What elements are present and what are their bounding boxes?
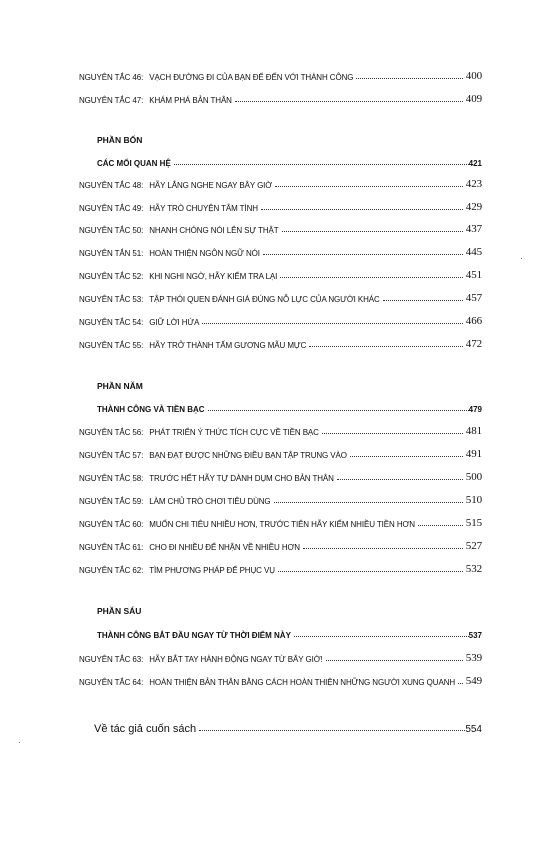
entry-page: 437 [465, 223, 482, 235]
entry-page: 466 [465, 315, 482, 327]
toc-entry[interactable] [79, 221, 482, 235]
entry-title: MUỐN CHI TIÊU NHIỀU HƠN, TRƯỚC TIÊN HÃY KIẾM NHIỀU TIỀN HƠN [149, 520, 415, 529]
entry-title: TÌM PHƯƠNG PHÁP ĐỂ PHỤC VỤ [149, 566, 275, 575]
entry-label: NGUYÊN TẮC 64: [79, 678, 144, 687]
toc-entry[interactable] [79, 492, 482, 506]
dot-leader [282, 230, 463, 232]
toc-entry[interactable] [79, 313, 482, 327]
entry-title: TẬP THÓI QUEN ĐÁNH GIÁ ĐÚNG NỖ LỰC CỦA NGƯỜI KHÁC [149, 295, 380, 304]
toc-entry[interactable] [79, 68, 482, 82]
about-author-entry[interactable] [94, 719, 482, 735]
dot-leader [458, 682, 463, 684]
toc-entry[interactable] [79, 423, 482, 437]
entry-page: 457 [465, 292, 482, 304]
about-author-page: 554 [465, 724, 482, 735]
toc-entry[interactable] [79, 561, 482, 575]
dot-leader [337, 478, 463, 480]
entry-title: HÃY BẮT TAY HÀNH ĐỘNG NGAY TỪ BÂY GIỜ! [149, 655, 323, 664]
part-heading-page: 479 [468, 405, 482, 414]
dot-leader [278, 570, 463, 572]
toc-entry[interactable] [79, 290, 482, 304]
entry-title: PHÁT TRIỂN Ý THỨC TÍCH CỰC VỀ TIỀN BẠC [149, 428, 319, 437]
toc-entry[interactable] [79, 91, 482, 105]
entry-title: BẠN ĐẠT ĐƯỢC NHỮNG ĐIỀU BẠN TẬP TRUNG VÀO [149, 451, 347, 460]
about-author-title: Về tác giả cuốn sách [94, 723, 197, 735]
entry-page: 491 [465, 448, 482, 460]
entry-label: NGUYÊN TẮC 55: [79, 341, 144, 350]
entry-label: NGUYÊN TẮC 63: [79, 655, 144, 664]
entry-title: KHI NGHI NGỜ, HÃY KIỂM TRA LẠI [149, 272, 278, 281]
entry-page: 400 [465, 70, 482, 82]
entry-page: 451 [465, 269, 482, 281]
dot-leader [280, 276, 463, 278]
entry-label: NGUYÊN TẮC 50: [79, 226, 144, 235]
scan-speck [19, 742, 20, 743]
entry-title: CHO ĐI NHIỀU ĐỂ NHẬN VỀ NHIỀU HƠN [149, 543, 300, 552]
toc-entry[interactable] [79, 244, 482, 258]
entry-label: NGUYÊN TẮC 53: [79, 295, 144, 304]
entry-title: NHANH CHÓNG NÓI LÊN SỰ THẬT [149, 226, 279, 235]
entry-page: 539 [465, 652, 482, 664]
dot-leader [350, 455, 463, 457]
part-label: PHẦN NĂM [97, 381, 143, 391]
entry-title: KHÁM PHÁ BẢN THÂN [149, 96, 232, 105]
entry-title: HOÀN THIỆN NGÔN NGỮ NÓI [149, 249, 260, 258]
entry-title: HÃY TRỞ THÀNH TẤM GƯƠNG MẪU MỰC [149, 341, 307, 350]
entry-page: 500 [465, 471, 482, 483]
entry-label: NGUYÊN TẮC 56: [79, 428, 144, 437]
dot-leader [202, 322, 462, 324]
dot-leader [263, 253, 463, 255]
dot-leader [275, 185, 463, 187]
entry-label: NGUYÊN TẮC 58: [79, 474, 144, 483]
entry-title: HÃY LẮNG NGHE NGAY BÂY GIỜ [149, 181, 273, 190]
toc-entry[interactable] [79, 673, 482, 687]
toc-entry[interactable] [79, 446, 482, 460]
dot-leader [309, 345, 463, 347]
entry-label: NGUYÊN TẮC 61: [79, 543, 144, 552]
entry-label: NGUYÊN TẮC 54: [79, 318, 144, 327]
entry-title: LÀM CHỦ TRÒ CHƠI TIÊU DÙNG [149, 497, 271, 506]
toc-entry[interactable] [79, 469, 482, 483]
dot-leader [235, 100, 463, 102]
toc-entry[interactable] [79, 336, 482, 350]
entry-label: NGUYÊN TẮC 52: [79, 272, 144, 281]
part-heading-title: CÁC MỐI QUAN HỆ [97, 159, 171, 168]
entry-page: 445 [465, 246, 482, 258]
entry-label: NGUYÊN TẮC 57: [79, 451, 144, 460]
entry-label: NGUYÊN TẮC 46: [79, 73, 144, 82]
entry-label: NGUYÊN TẮC 48: [79, 181, 144, 190]
dot-leader [274, 501, 463, 503]
entry-page: 481 [465, 425, 482, 437]
part-heading[interactable] [97, 154, 482, 168]
scan-speck [521, 258, 522, 259]
dot-leader [356, 77, 462, 79]
part-heading-page: 421 [468, 159, 482, 168]
entry-page: 472 [465, 338, 482, 350]
toc-entry[interactable] [79, 515, 482, 529]
entry-title: TRƯỚC HẾT HÃY TỰ DÀNH DỤM CHO BẢN THÂN [149, 474, 334, 483]
entry-label: NGUYÊN TẮC 47: [79, 96, 144, 105]
part-label: PHẦN BỐN [97, 135, 143, 145]
entry-page: 549 [465, 675, 482, 687]
dot-leader [303, 547, 463, 549]
dot-leader [261, 208, 463, 210]
dot-leader [294, 635, 469, 637]
part-label: PHẦN SÁU [97, 606, 142, 616]
entry-label: NGUYÊN TẮC 60: [79, 520, 144, 529]
dot-leader [174, 163, 469, 165]
entry-page: 527 [465, 540, 482, 552]
dot-leader [322, 432, 463, 434]
entry-page: 429 [465, 201, 482, 213]
entry-label: NGUYÊN TẮC 62: [79, 566, 144, 575]
toc-entry[interactable] [79, 267, 482, 281]
dot-leader [208, 409, 469, 411]
entry-title: HOÀN THIỆN BẢN THÂN BẰNG CÁCH HOÀN THIỆN NHỮNG NGƯỜI XUNG QUANH [149, 678, 456, 687]
entry-label: NGUYÊN TẮN 51: [79, 249, 144, 258]
toc-entry[interactable] [79, 650, 482, 664]
part-heading[interactable] [97, 626, 482, 640]
dot-leader [199, 729, 465, 731]
dot-leader [326, 659, 463, 661]
part-heading-title: THÀNH CÔNG BẮT ĐẦU NGAY TỪ THỜI ĐIỂM NÀY [97, 631, 291, 640]
entry-page: 423 [465, 178, 482, 190]
dot-leader [383, 299, 463, 301]
entry-label: NGUYÊN TẮC 59: [79, 497, 144, 506]
entry-page: 510 [465, 494, 482, 506]
entry-page: 515 [465, 517, 482, 529]
part-heading[interactable] [97, 400, 482, 414]
entry-title: GIỮ LỜI HỨA [149, 318, 200, 327]
toc-entry[interactable] [79, 538, 482, 552]
part-heading-page: 537 [468, 631, 482, 640]
entry-title: HÃY TRÒ CHUYỆN TÂM TÌNH [149, 204, 258, 213]
part-heading-title: THÀNH CÔNG VÀ TIỀN BẠC [97, 405, 205, 414]
entry-page: 532 [465, 563, 482, 575]
toc-entry[interactable] [79, 199, 482, 213]
toc-entry[interactable] [79, 176, 482, 190]
entry-label: NGUYÊN TẮC 49: [79, 204, 144, 213]
entry-page: 409 [465, 93, 482, 105]
dot-leader [418, 524, 463, 526]
entry-title: VẠCH ĐƯỜNG ĐI CỦA BẠN ĐỂ ĐẾN VỚI THÀNH CÔNG [149, 73, 354, 82]
